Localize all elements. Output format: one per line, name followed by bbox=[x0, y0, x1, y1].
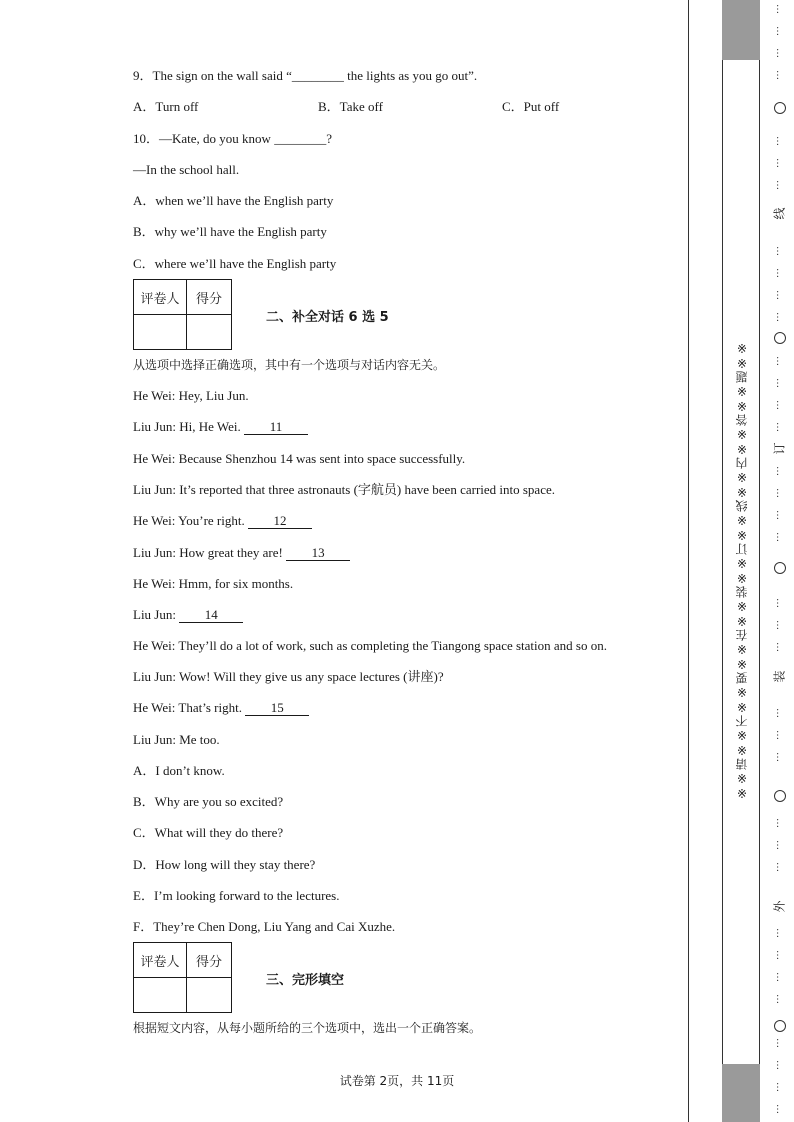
binding-dot: … bbox=[774, 378, 785, 388]
binding-dot: … bbox=[774, 730, 785, 740]
binding-dot: … bbox=[774, 1038, 785, 1048]
q9-option-b: B．Take off bbox=[318, 99, 383, 114]
binding-dot: … bbox=[774, 136, 785, 146]
q10-option-c: C．where we’ll have the English party bbox=[133, 256, 337, 271]
binding-dot: … bbox=[774, 158, 785, 168]
binding-dot: … bbox=[774, 48, 785, 58]
dialogue-line: Liu Jun: Wow! Will they give us any space lectures (讲座)? bbox=[133, 669, 444, 684]
dialogue-line: He Wei: Because Shenzhou 14 was sent into space successfully. bbox=[133, 451, 466, 466]
binding-dot: … bbox=[774, 356, 785, 366]
binding-label-line: 线 bbox=[772, 207, 787, 220]
score-label: 得分 bbox=[187, 280, 232, 315]
binding-dot: … bbox=[774, 268, 785, 278]
section2-option: D．How long will they stay there? bbox=[133, 857, 316, 872]
section2-option: F．They’re Chen Dong, Liu Yang and Cai Xuzhe. bbox=[133, 919, 396, 934]
binding-dot: … bbox=[774, 180, 785, 190]
binding-dot: … bbox=[774, 488, 785, 498]
dialogue-line: Liu Jun: Hi, He Wei. 11 bbox=[133, 419, 308, 435]
score-cell bbox=[187, 978, 232, 1013]
binding-dot: … bbox=[774, 1104, 785, 1114]
page-footer: 试卷第 2页，共 11页 bbox=[339, 1074, 455, 1088]
section2-title: 二、补全对话 6 选 5 bbox=[266, 310, 389, 325]
binding-hole bbox=[774, 102, 786, 114]
q10-option-b: B．why we’ll have the English party bbox=[133, 224, 327, 239]
binding-dot: … bbox=[774, 620, 785, 630]
dialogue-blank: 14 bbox=[179, 608, 243, 623]
q10-stem: 10．—Kate, do you know ________? bbox=[133, 131, 332, 146]
binding-dot: … bbox=[774, 312, 785, 322]
score-table-section3 bbox=[133, 942, 232, 1013]
score-table-section2 bbox=[133, 279, 232, 350]
section3-instruction: 根据短文内容，从每小题所给的三个选项中，选出一个正确答案。 bbox=[133, 1021, 482, 1035]
binding-dot: … bbox=[774, 422, 785, 432]
binding-dot: … bbox=[774, 840, 785, 850]
binding-dot: … bbox=[774, 862, 785, 872]
dialogue-line: Liu Jun: Me too. bbox=[133, 732, 220, 747]
binding-border bbox=[688, 0, 689, 1122]
score-cell bbox=[187, 315, 232, 350]
section3-title: 三、完形填空 bbox=[266, 973, 345, 988]
binding-dot: … bbox=[774, 466, 785, 476]
dialogue-line: Liu Jun: 14 bbox=[133, 607, 243, 623]
dialogue-blank: 13 bbox=[286, 546, 350, 561]
binding-dot: … bbox=[774, 1060, 785, 1070]
binding-dotted-line bbox=[770, 0, 790, 1122]
grader-cell bbox=[134, 315, 187, 350]
binding-hole bbox=[774, 1020, 786, 1032]
dialogue-line: He Wei: Hmm, for six months. bbox=[133, 576, 294, 591]
binding-dot: … bbox=[774, 70, 785, 80]
dialogue-line: He Wei: You’re right. 12 bbox=[133, 513, 312, 529]
binding-dot: … bbox=[774, 532, 785, 542]
section2-option: C．What will they do there? bbox=[133, 825, 284, 840]
grader-label: 评卷人 bbox=[134, 943, 187, 978]
dialogue-line: Liu Jun: How great they are! 13 bbox=[133, 545, 350, 561]
grader-cell bbox=[134, 978, 187, 1013]
q9-option-c: C．Put off bbox=[502, 99, 560, 114]
binding-label-bind: 订 bbox=[772, 442, 787, 455]
binding-dot: … bbox=[774, 818, 785, 828]
binding-warning: ※※请※※不※※要※※在※※装※※订※※线※※内※※答※※题※※ bbox=[735, 340, 749, 800]
binding-dot: … bbox=[774, 642, 785, 652]
grader-label: 评卷人 bbox=[134, 280, 187, 315]
binding-dot: … bbox=[774, 950, 785, 960]
q10-option-a: A．when we’ll have the English party bbox=[133, 193, 334, 208]
dialogue-blank: 12 bbox=[248, 514, 312, 529]
binding-dot: … bbox=[774, 510, 785, 520]
binding-hole bbox=[774, 562, 786, 574]
score-label: 得分 bbox=[187, 943, 232, 978]
section2-instruction: 从选项中选择正确选项，其中有一个选项与对话内容无关。 bbox=[133, 358, 446, 372]
binding-dot: … bbox=[774, 752, 785, 762]
binding-dot: … bbox=[774, 708, 785, 718]
binding-dot: … bbox=[774, 972, 785, 982]
binding-dot: … bbox=[774, 290, 785, 300]
dialogue-blank: 15 bbox=[245, 701, 309, 716]
binding-hole bbox=[774, 790, 786, 802]
binding-dot: … bbox=[774, 994, 785, 1004]
dialogue-line: Liu Jun: It’s reported that three astronauts (字航员) have been carried into space. bbox=[133, 482, 555, 497]
binding-label-mount: 装 bbox=[772, 670, 787, 683]
binding-dot: … bbox=[774, 26, 785, 36]
binding-dot: … bbox=[774, 246, 785, 256]
section2-option: E．I’m looking forward to the lectures. bbox=[133, 888, 340, 903]
dialogue-blank: 11 bbox=[244, 420, 308, 435]
binding-hole bbox=[774, 332, 786, 344]
q9-stem: 9．The sign on the wall said “________ the lights as you go out”. bbox=[133, 68, 478, 83]
dialogue-line: He Wei: Hey, Liu Jun. bbox=[133, 388, 249, 403]
section2-option: A．I don’t know. bbox=[133, 763, 225, 778]
q10-reply: —In the school hall. bbox=[133, 162, 240, 177]
binding-dot: … bbox=[774, 400, 785, 410]
binding-dot: … bbox=[774, 4, 785, 14]
binding-dot: … bbox=[774, 1082, 785, 1092]
q9-option-a: A．Turn off bbox=[133, 99, 199, 114]
section2-option: B．Why are you so excited? bbox=[133, 794, 284, 809]
dialogue-line: He Wei: They’ll do a lot of work, such as completing the Tiangong space station and so on. bbox=[133, 638, 607, 653]
dialogue-line: He Wei: That’s right. 15 bbox=[133, 700, 309, 716]
binding-dot: … bbox=[774, 928, 785, 938]
binding-gray-top bbox=[722, 0, 760, 60]
binding-label-outer: 外 bbox=[772, 900, 787, 913]
binding-gray-bottom bbox=[722, 1064, 760, 1122]
binding-dot: … bbox=[774, 598, 785, 608]
